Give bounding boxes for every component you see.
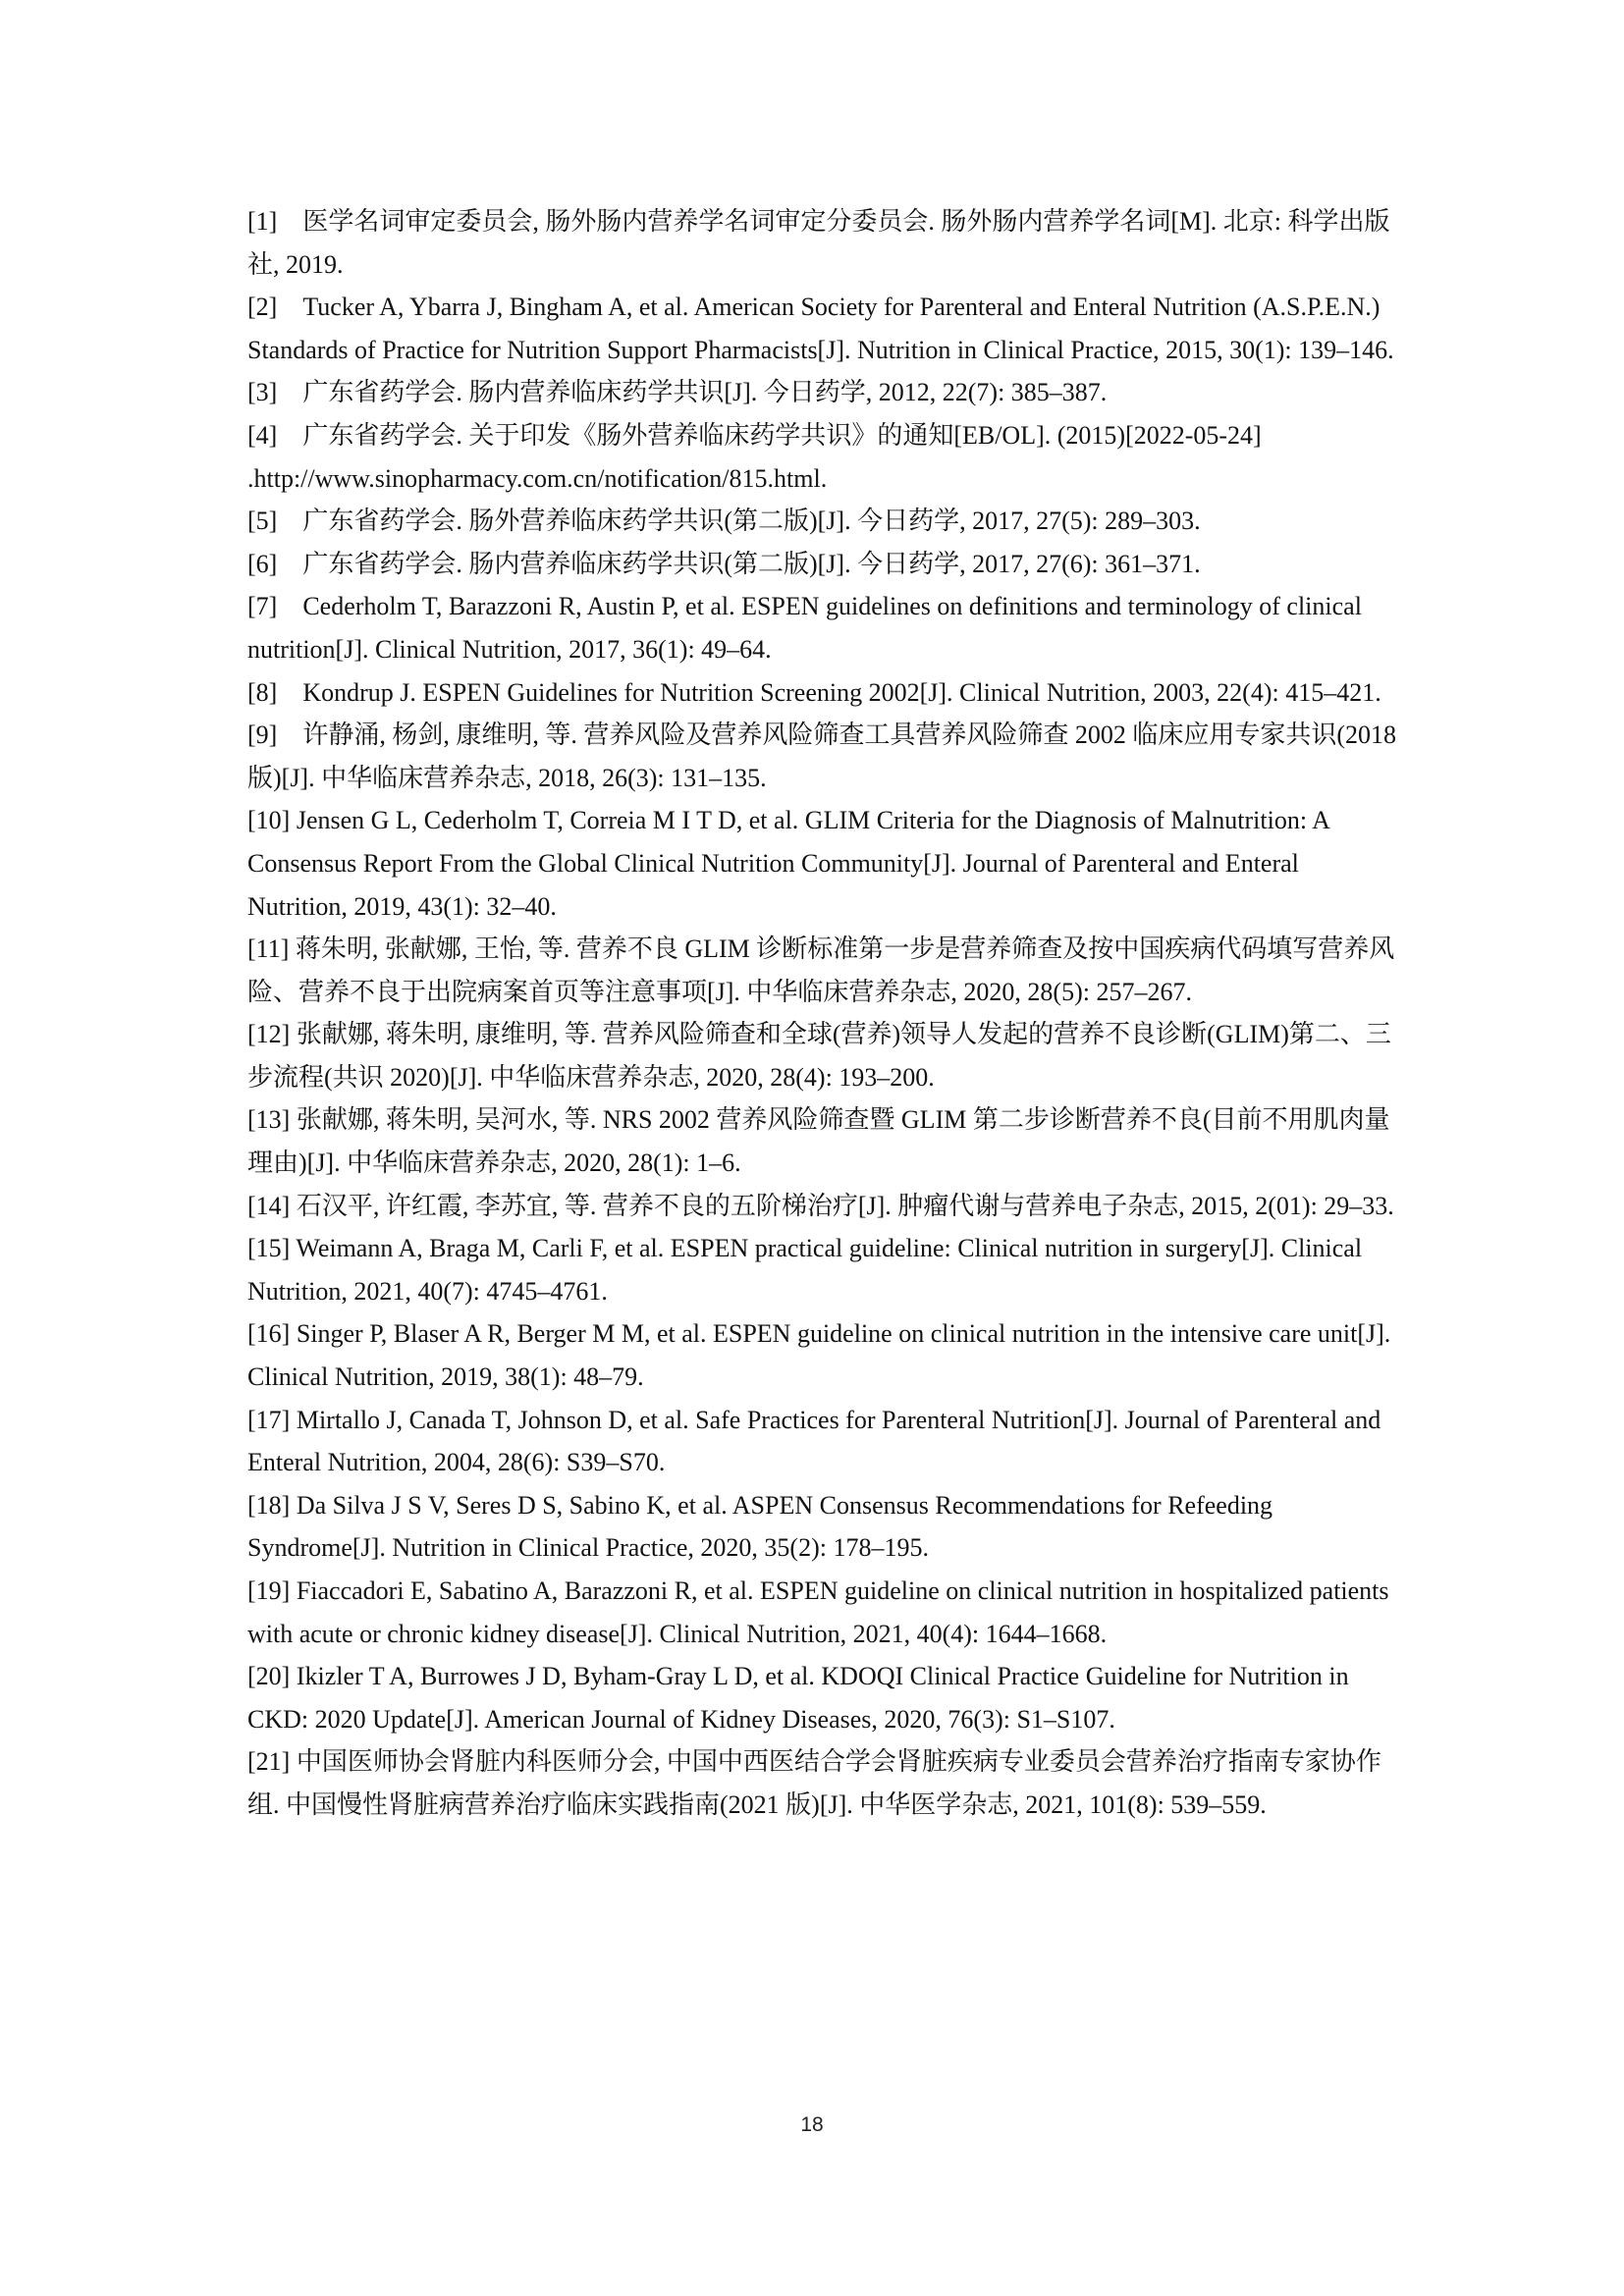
reference-text: Fiaccadori E, Sabatino A, Barazzoni R, et al. ESPEN guideline on clinical nutrition in hospitalized patients with acute or chronic kidney disease[J]. Clinical Nutrition, 2021, 40(4): 1644–1668. [247,1576,1389,1648]
reference-item [247,414,1398,500]
reference-text: 广东省药学会. 关于印发《肠外营养临床药学共识》的通知[EB/OL]. (2015)[2022-05-24] .http://www.sinopharmacy.com.cn/notification/815.html. [247,420,1262,493]
reference-item [247,200,1398,286]
page-number: 18 [800,2113,824,2136]
reference-text: 广东省药学会. 肠内营养临床药学共识[J]. 今日药学, 2012, 22(7): 385–387. [302,378,1108,407]
reference-text: Tucker A, Ybarra J, Bingham A, et al. American Society for Parenteral and Enteral Nutrition (A.S.P.E.N.) Standards of Practice for Nutrition Support Pharmacists[J]. Nutrition in Clinical Practice, 2015, 30(1): 139–146. [247,293,1394,364]
reference-number: [6] [247,549,278,578]
reference-text: Ikizler T A, Burrowes J D, Byham-Gray L D, et al. KDOQI Clinical Practice Guideline for Nutrition in CKD: 2020 Update[J]. American Journal of Kidney Diseases, 2020, 76(3): S1–S107. [247,1662,1349,1734]
reference-number: [7] [247,592,278,621]
reference-item [247,1098,1398,1184]
reference-item [247,1185,1398,1228]
reference-text: Singer P, Blaser A R, Berger M M, et al. ESPEN guideline on clinical nutrition in the intensive care unit[J]. Clinical Nutrition, 2019, 38(1): 48–79. [247,1319,1391,1392]
reference-text: 石汉平, 许红霞, 李苏宜, 等. 营养不良的五阶梯治疗[J]. 肿瘤代谢与营养电子杂志, 2015, 2(01): 29–33. [296,1191,1394,1220]
reference-item [247,928,1398,1013]
reference-number: [15] [247,1234,291,1263]
reference-number: [9] [247,721,278,750]
reference-text: 张献娜, 蒋朱明, 康维明, 等. 营养风险筛查和全球(营养)领导人发起的营养不良诊断(GLIM)第二、三步流程(共识 2020)[J]. 中华临床营养杂志, 2020, 28(4): 193–200. [247,1020,1391,1092]
reference-number: [20] [247,1662,291,1691]
reference-text: Cederholm T, Barazzoni R, Austin P, et al. ESPEN guidelines on definitions and terminology of clinical nutrition[J]. Clinical Nutrition, 2017, 36(1): 49–64. [247,592,1362,664]
reference-number: [18] [247,1490,291,1520]
reference-item [247,1227,1398,1312]
reference-item [247,671,1398,715]
reference-item [247,543,1398,586]
reference-list [247,200,1398,1827]
reference-text: Kondrup J. ESPEN Guidelines for Nutrition Screening 2002[J]. Clinical Nutrition, 2003, 22(4): 415–421. [302,677,1381,707]
reference-item [247,714,1398,799]
reference-item [247,1013,1398,1098]
reference-text: 广东省药学会. 肠内营养临床药学共识(第二版)[J]. 今日药学, 2017, 27(6): 361–371. [302,549,1201,578]
reference-text: 蒋朱明, 张献娜, 王怡, 等. 营养不良 GLIM 诊断标准第一步是营养筛查及按中国疾病代码填写营养风险、营养不良于出院病案首页等注意事项[J]. 中华临床营养杂志, 2020, 28(5): 257–267. [247,934,1395,1006]
reference-text: 张献娜, 蒋朱明, 吴河水, 等. NRS 2002 营养风险筛查暨 GLIM 第二步诊断营养不良(目前不用肌肉量理由)[J]. 中华临床营养杂志, 2020, 28(1): 1–6. [247,1105,1390,1178]
reference-number: [19] [247,1576,291,1605]
reference-number: [1] [247,207,278,236]
reference-number: [11] [247,934,290,964]
reference-text: 广东省药学会. 肠外营养临床药学共识(第二版)[J]. 今日药学, 2017, 27(5): 289–303. [302,507,1201,536]
reference-item [247,799,1398,928]
reference-number: [4] [247,420,278,450]
reference-number: [5] [247,507,278,536]
reference-text: Weimann A, Braga M, Carli F, et al. ESPEN practical guideline: Clinical nutrition in surgery[J]. Clinical Nutrition, 2021, 40(7): 4745–4761. [247,1234,1363,1306]
reference-item [247,500,1398,543]
reference-number: [13] [247,1105,291,1135]
reference-text: 医学名词审定委员会, 肠外肠内营养学名词审定分委员会. 肠外肠内营养学名词[M]. 北京: 科学出版社, 2019. [247,207,1390,279]
reference-number: [10] [247,806,291,835]
reference-item [247,1399,1398,1484]
reference-item [247,371,1398,414]
reference-number: [3] [247,378,278,407]
reference-item [247,286,1398,371]
reference-number: [2] [247,293,278,322]
reference-number: [17] [247,1405,291,1434]
reference-number: [16] [247,1319,291,1349]
reference-text: Da Silva J S V, Seres D S, Sabino K, et al. ASPEN Consensus Recommendations for Refeeding Syndrome[J]. Nutrition in Clinical Practice, 2020, 35(2): 178–195. [247,1490,1273,1563]
reference-number: [12] [247,1020,291,1049]
reference-text: Mirtallo J, Canada T, Johnson D, et al. Safe Practices for Parenteral Nutrition[J]. Journal of Parenteral and Enteral Nutrition, 2004, 28(6): S39–S70. [247,1405,1381,1477]
reference-item [247,1655,1398,1740]
reference-number: [8] [247,677,278,707]
reference-text: Jensen G L, Cederholm T, Correia M I T D, et al. GLIM Criteria for the Diagnosis of Malnutrition: A Consensus Report From the Global Clinical Nutrition Community[J]. Journal of Parenteral and Enteral Nutrition, 2019, 43(1): 32–40. [247,806,1329,921]
reference-item [247,1740,1398,1826]
reference-text: 许静涌, 杨剑, 康维明, 等. 营养风险及营养风险筛查工具营养风险筛查 2002 临床应用专家共识(2018 版)[J]. 中华临床营养杂志, 2018, 26(3): 131–135. [247,721,1396,792]
reference-item [247,1312,1398,1398]
reference-text: 中国医师协会肾脏内科医师分会, 中国中西医结合学会肾脏疾病专业委员会营养治疗指南专家协作组. 中国慢性肾脏病营养治疗临床实践指南(2021 版)[J]. 中华医学杂志, 2021, 101(8): 539–559. [247,1747,1381,1819]
reference-number: [21] [247,1747,291,1777]
reference-item [247,1570,1398,1655]
reference-item [247,1484,1398,1570]
reference-item [247,585,1398,670]
reference-number: [14] [247,1191,291,1220]
